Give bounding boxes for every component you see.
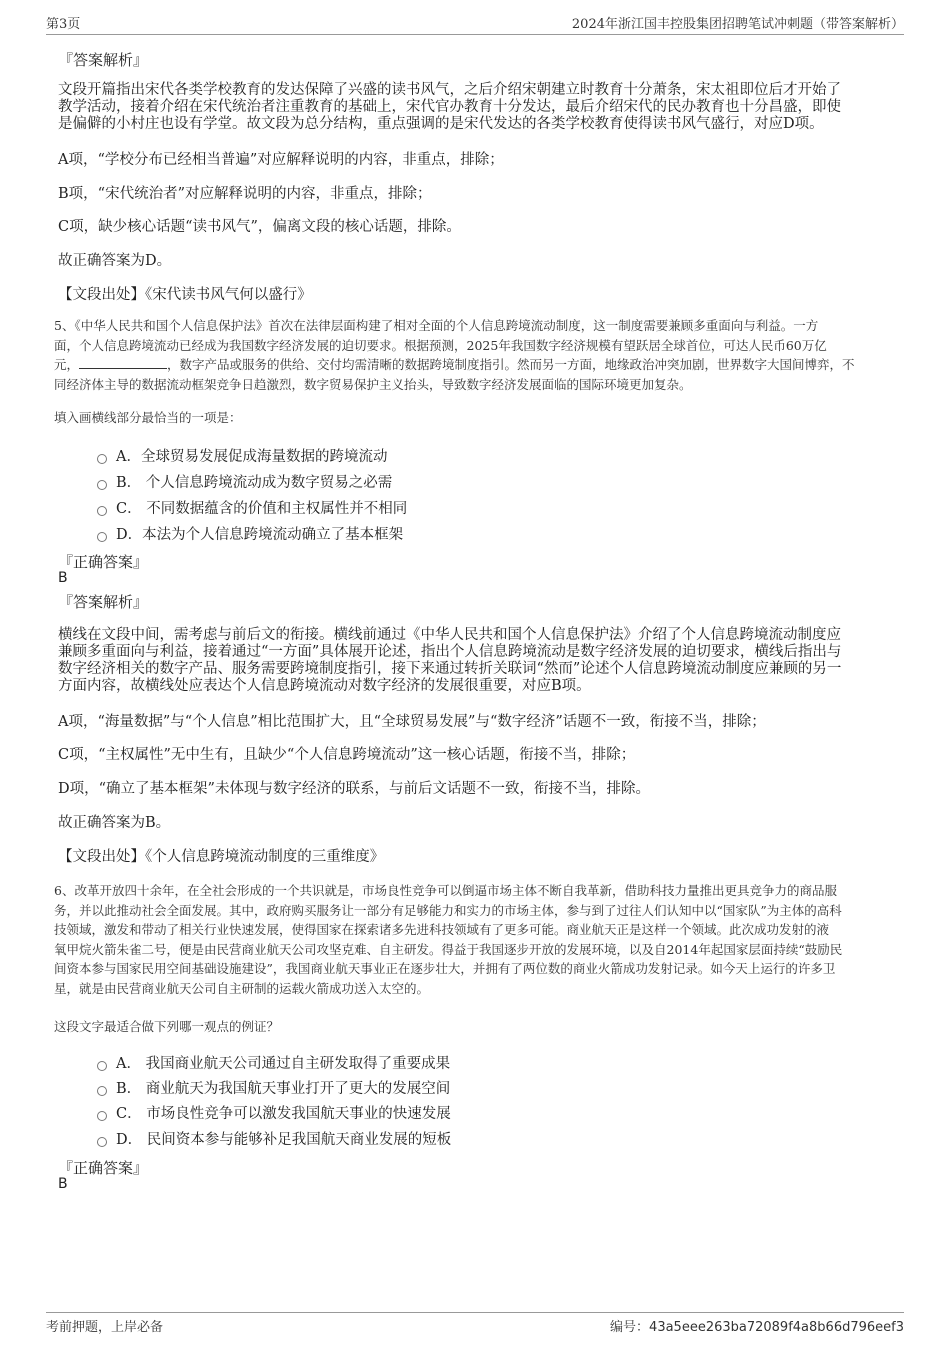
analysis-line: 文段开篇指出宋代各类学校教育的发达保障了兴盛的读书风气，之后介绍宋朝建立时教育十分萧条，宋太祖即位后才开始了	[58, 82, 841, 98]
analysis-point: A项，“学校分布已经相当普遍”对应解释说明的内容，非重点，排除；	[58, 152, 504, 168]
stem-line: 间资本参与国家民用空间基础设施建设”，我国商业航天事业正在逐步壮大，并拥有了两位数的商业火箭成功发射记录。如今天上运行的许多卫	[54, 961, 836, 976]
option-a[interactable]	[97, 1052, 450, 1073]
stem-line: 氧甲烷火箭朱雀二号，便是由民营商业航天公司攻坚克难、自主研发。得益于我国逐步开放的发展环境，以及自2014年起国家层面持续“鼓励民	[54, 941, 843, 957]
radio-icon[interactable]	[97, 454, 107, 464]
analysis-label: 『答案解析』	[58, 51, 149, 69]
analysis-line: 方面内容，故横线处应表达个人信息跨境流动对数字经济的发展很重要，对应B项。	[58, 678, 591, 694]
option-label: B． 商业航天为我国航天事业打开了更大的发展空间	[116, 1081, 451, 1097]
radio-icon[interactable]	[97, 1111, 107, 1121]
radio-icon[interactable]	[97, 1086, 107, 1096]
analysis-label: 『答案解析』	[58, 593, 149, 611]
stem-line: 星，就是由民营商业航天公司自主研制的运载火箭成功送入太空的。	[54, 980, 430, 996]
stem-line: 技领域，激发和带动了相关行业快速发展，使得国家在探索诸多先进科技领域有了更多可能。商业航天正是这样一个领域。此次成功发射的液	[54, 922, 830, 937]
option-label: D．本法为个人信息跨境流动确立了基本框架	[116, 527, 404, 543]
analysis-text	[58, 82, 898, 133]
page-footer	[46, 1312, 904, 1335]
analysis-point: A项，“海量数据”与“个人信息”相比范围扩大，且“全球贸易发展”与“数字经济”话题不一致，衔接不当，排除；	[58, 714, 766, 730]
question-prompt: 这段文字最适合做下列哪一观点的例证？	[54, 1019, 280, 1034]
source-citation: 【文段出处】《个人信息跨境流动制度的三重维度》	[58, 849, 385, 865]
option-d[interactable]	[97, 1128, 451, 1149]
radio-icon[interactable]	[97, 480, 107, 490]
correct-answer: B	[58, 1176, 68, 1192]
option-label: A．全球贸易发展促成海量数据的跨境流动	[116, 449, 388, 465]
footer-slogan: 考前押题，上岸必备	[46, 1320, 164, 1335]
radio-icon[interactable]	[97, 506, 107, 516]
radio-icon[interactable]	[97, 1137, 107, 1147]
option-b[interactable]	[97, 1077, 450, 1098]
document-title: 2024年浙江国丰控股集团招聘笔试冲刺题（带答案解析）	[571, 17, 904, 32]
option-a[interactable]	[97, 445, 387, 466]
page-header	[46, 10, 904, 35]
stem-line: 同经济体主导的数据流动框架竞争日趋激烈，数字贸易保护主义抬头，导致数字经济发展面临的国际环境更加复杂。	[54, 376, 692, 392]
question-prompt: 填入画横线部分最恰当的一项是：	[54, 410, 242, 425]
analysis-point: C项，缺少核心话题“读书风气”，偏离文段的核心话题，排除。	[58, 219, 461, 235]
fill-blank	[79, 356, 167, 369]
question-stem	[54, 316, 904, 394]
document-id	[610, 1316, 904, 1335]
option-label: B． 个人信息跨境流动成为数字贸易之必需	[116, 475, 393, 491]
option-label: C． 不同数据蕴含的价值和主权属性并不相同	[116, 501, 408, 517]
analysis-point: B项，“宋代统治者”对应解释说明的内容，非重点，排除；	[58, 186, 432, 202]
option-c[interactable]	[97, 1102, 451, 1123]
document-id-value: 43a5eee263ba72089f4a8b66d796eef3	[649, 1320, 904, 1335]
page-number: 第3页	[46, 17, 81, 32]
analysis-line: 数字经济相关的数字产品、服务需要跨境制度指引，接下来通过转折关联词“然而”论述个人信息跨境流动制度应兼顾的另一	[58, 661, 842, 677]
correct-answer-label: 『正确答案』	[58, 1159, 149, 1177]
stem-line: 6、改革开放四十余年，在全社会形成的一个共识就是，市场良性竞争可以倒逼市场主体不断自我革新，借助科技力量推出更具竞争力的商品服	[54, 883, 837, 898]
analysis-text	[58, 627, 898, 695]
analysis-point: D项，“确立了基本框架”未体现与数字经济的联系，与前后文话题不一致，衔接不当，排除。	[58, 781, 650, 797]
correct-answer: B	[58, 570, 68, 586]
analysis-line: 横线在文段中间，需考虑与前后文的衔接。横线前通过《中华人民共和国个人信息保护法》介绍了个人信息跨境流动制度应	[58, 627, 841, 643]
document-id-label: 编号：	[610, 1320, 650, 1335]
option-b[interactable]	[97, 471, 392, 492]
stem-line	[54, 355, 904, 375]
answer-conclusion: 故正确答案为B。	[58, 815, 171, 831]
stem-line: 面，个人信息跨境流动已经成为我国数字经济发展的迫切要求。根据预测，2025年我国数字经济规模有望跃居全球首位，可达人民币60万亿	[54, 337, 827, 353]
option-label: A． 我国商业航天公司通过自主研发取得了重要成果	[116, 1056, 451, 1072]
analysis-point: C项，“主权属性”无中生有，且缺少“个人信息跨境流动”这一核心话题，衔接不当，排除；	[58, 747, 636, 763]
option-label: D． 民间资本参与能够补足我国航天商业发展的短板	[116, 1132, 452, 1148]
option-c[interactable]	[97, 497, 407, 518]
analysis-line: 兼顾多重面向与利益，接着通过“一方面”具体展开论述，指出个人信息跨境流动是数字经济发展的迫切要求，横线后指出与	[58, 644, 842, 660]
correct-answer-label: 『正确答案』	[58, 553, 149, 571]
answer-conclusion: 故正确答案为D。	[58, 253, 172, 269]
analysis-line: 是偏僻的小村庄也设有学堂。故文段为总分结构，重点强调的是宋代发达的各类学校教育使得读书风气盛行，对应D项。	[58, 116, 824, 132]
option-label: C． 市场良性竞争可以激发我国航天事业的快速发展	[116, 1106, 451, 1122]
radio-icon[interactable]	[97, 532, 107, 542]
option-d[interactable]	[97, 523, 403, 544]
radio-icon[interactable]	[97, 1061, 107, 1071]
question-stem	[54, 881, 904, 998]
stem-fragment: ，数字产品或服务的供给、交付均需清晰的数据跨境制度指引。然而另一方面，地缘政治冲突加剧，世界数字大国间博弈，不	[167, 357, 855, 372]
stem-line: 务，并以此推动社会全面发展。其中，政府购买服务让一部分有足够能力和实力的市场主体，参与到了过往人们认知中以“国家队”为主体的高科	[54, 902, 842, 918]
source-citation: 【文段出处】《宋代读书风气何以盛行》	[58, 287, 312, 303]
analysis-line: 教学活动，接着介绍在宋代统治者注重教育的基础上，宋代官办教育十分发达，最后介绍宋代的民办教育也十分昌盛，即使	[58, 99, 841, 115]
stem-fragment: 元，	[54, 357, 80, 372]
stem-line: 5、《中华人民共和国个人信息保护法》首次在法律层面构建了相对全面的个人信息跨境流动制度，这一制度需要兼顾多重面向与利益。一方	[54, 318, 819, 333]
